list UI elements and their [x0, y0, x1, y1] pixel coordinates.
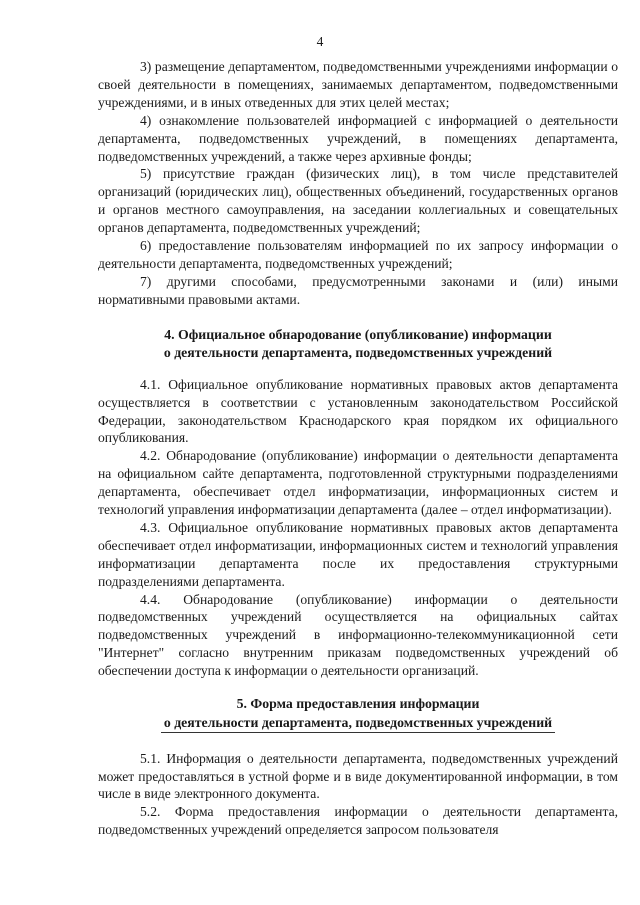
section-5-heading-line1: 5. Форма предоставления информации — [236, 696, 480, 712]
paragraph-4-2: 4.2. Обнародование (опубликование) информации о деятельности департамента на официальном сайте департамента, подготовленной структурными подразделениями департамента, обеспечивает отдел информатизации, информационных систем и технологий управления информатизации департамента (далее – отдел информатизации). — [98, 448, 618, 518]
paragraph-5-2: 5.2. Форма предоставления информации о деятельности департамента, подведомственных учреждений определяется запросом пользователя — [98, 804, 618, 838]
list-item: 7) другими способами, предусмотренными законами и (или) иными нормативными правовыми актами. — [98, 273, 618, 307]
list-item: 3) размещение департаментом, подведомственными учреждениями информации о своей деятельности в помещениях, занимаемых департаментом, подведомственными учреждениями, и в иных отведенных для этих целей местах; — [98, 59, 618, 110]
page-number: 4 — [316, 34, 324, 49]
paragraph-4-1: 4.1. Официальное опубликование нормативных правовых актов департамента осуществляется в соответствии с установленным законодательством Российской Федерации, законодательством Краснодарского края порядком их официального опубликования. — [98, 376, 618, 446]
paragraph-4-4: 4.4. Обнародование (опубликование) информации о деятельности подведомственных учреждений осуществляется на официальных сайтах подведомственных учреждений в информационно-телекоммуникационной сети "Интернет" согласно внутренним приказам подведомственных учреждений об обеспечении доступа к информации о деятельности организаций. — [98, 591, 618, 679]
list-item: 5) присутствие граждан (физических лиц), в том числе представителей организаций (юридических лиц), общественных объединений, государственных органов и органов местного самоуправления, на заседании коллегиальных и совещательных органов департамента, подведомственных учреждений; — [98, 166, 618, 236]
paragraph-5-1: 5.1. Информация о деятельности департамента, подведомственных учреждений может предоставляться в устной форме и в виде документированной информации, в том числе в виде электронного документа. — [98, 750, 618, 802]
section-4-heading-line2: о деятельности департамента, подведомственных учреждений — [163, 345, 553, 361]
document-body — [98, 58, 618, 839]
section-5-heading-line2-text: о деятельности департамента, подведомственных учреждений — [161, 715, 555, 733]
list-item: 6) предоставление пользователям информацией по их запросу информации о деятельности департамента, подведомственных учреждений; — [98, 238, 618, 271]
paragraph-4-3: 4.3. Официальное опубликование нормативных правовых актов департамента обеспечивает отдел информатизации, информационных систем и технологий управления информатизации департамента после их предоставления структурными подразделениями департамента. — [98, 519, 618, 589]
list-item: 4) ознакомление пользователей информацией с информацией о деятельности департамента, подведомственных учреждений, в помещениях департамента, подведомственных учреждений, а также через архивные фонды; — [98, 112, 618, 164]
section-4-heading-line1: 4. Официальное обнародование (опубликование) информации — [164, 326, 552, 342]
section-5-heading-line2 — [98, 714, 618, 733]
section-5-heading — [98, 695, 618, 733]
section-4-heading — [98, 326, 618, 363]
